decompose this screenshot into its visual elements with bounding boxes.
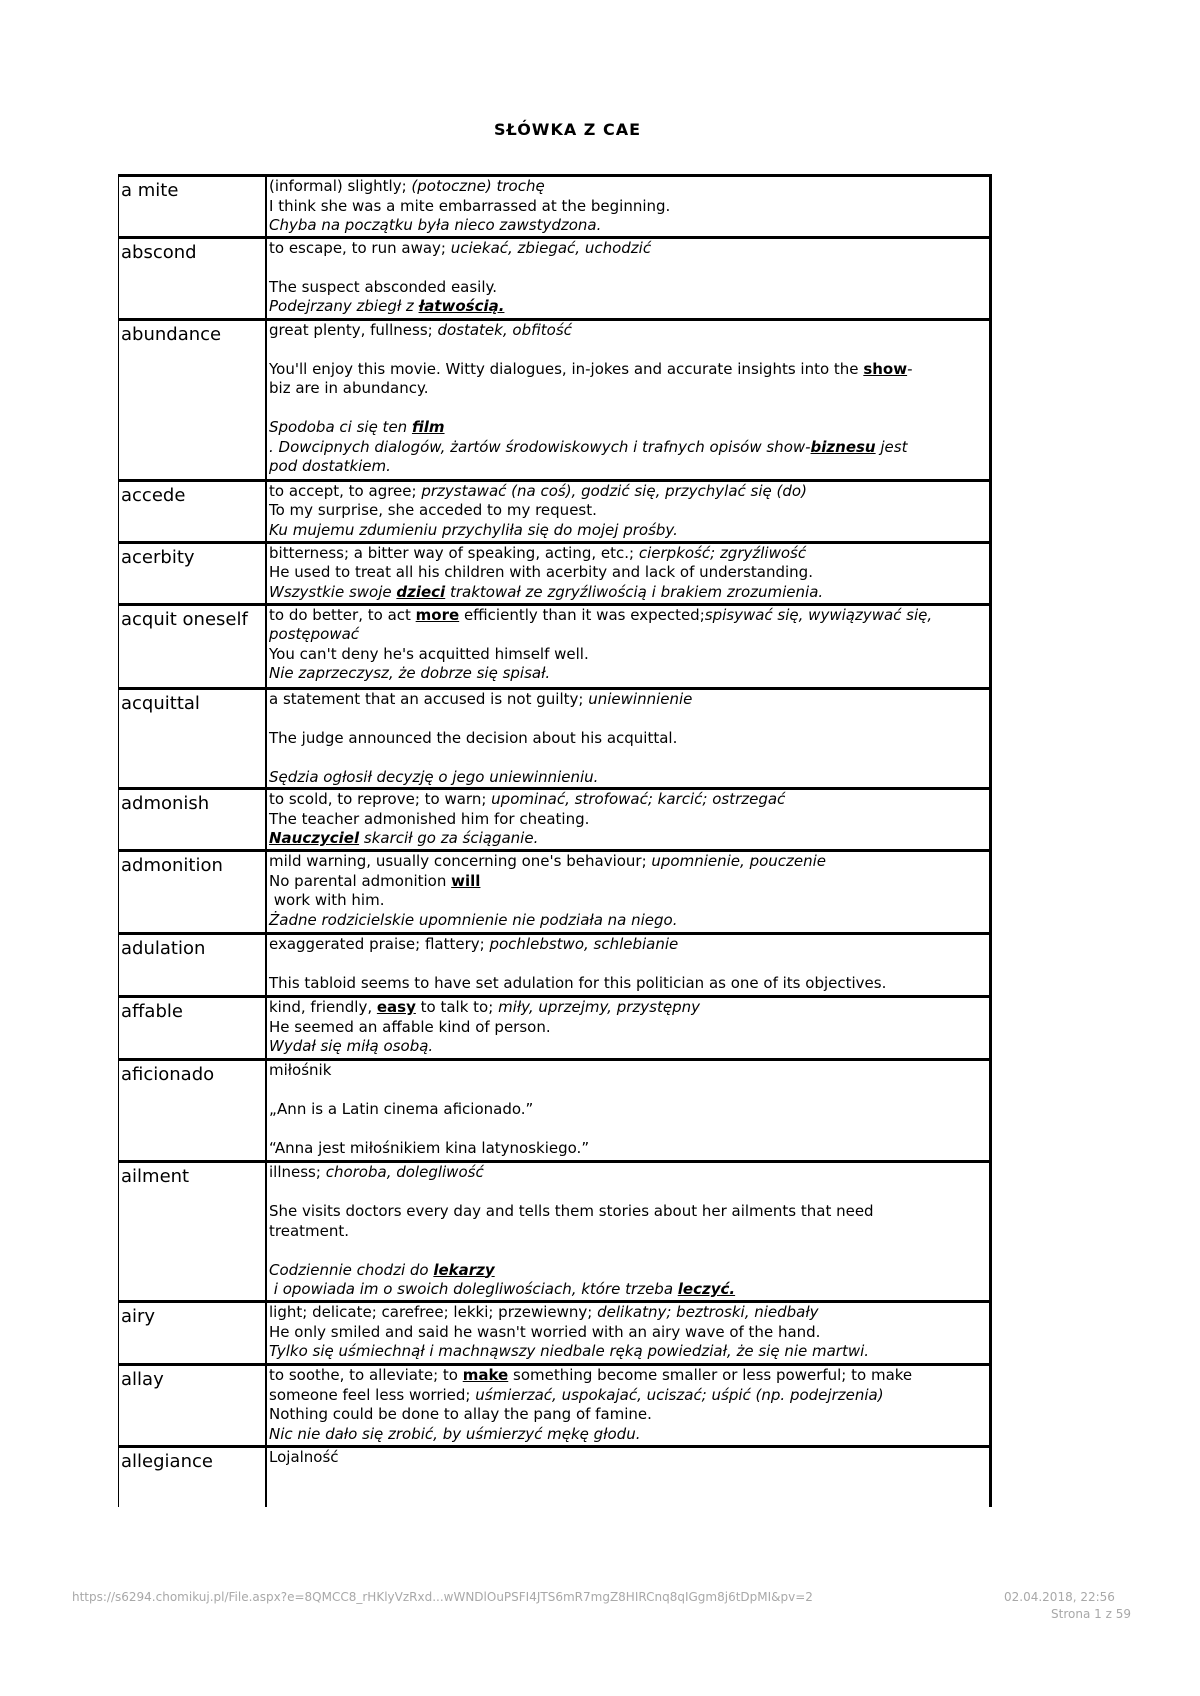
blank-line <box>269 340 985 360</box>
polish-translation: dostatek, obfitość <box>437 320 572 339</box>
example-polish <box>269 418 985 438</box>
table-row <box>119 1365 991 1447</box>
definition-text: to accept, to agree; <box>269 481 422 500</box>
definition-cell <box>266 176 991 238</box>
definition-text: bitterness; a bitter way of speaking, acting, etc.; <box>269 543 639 562</box>
keyword-link[interactable]: dzieci <box>396 582 446 601</box>
definition-text: to talk to; <box>415 998 499 1016</box>
blank-line <box>269 258 985 278</box>
table-row <box>119 1447 991 1507</box>
definition-line <box>269 1366 985 1386</box>
example-english: He used to treat all his children with acerbity and lack of understanding. <box>269 563 813 581</box>
example-polish: Ku mujemu zdumieniu przychyliła się do mojej prośby. <box>269 520 678 539</box>
keyword-link[interactable]: will <box>451 871 481 890</box>
example-english: To my surprise, she acceded to my request. <box>269 501 597 519</box>
definition-cell <box>266 1365 991 1447</box>
keyword-link[interactable]: biznesu <box>810 437 876 456</box>
definition-cell <box>266 851 991 934</box>
definition-line <box>269 790 985 810</box>
example-english: The teacher admonished him for cheating. <box>269 809 590 828</box>
definition-cell <box>266 237 991 319</box>
term-cell: abscond <box>119 237 267 319</box>
example-polish-text: Codziennie chodzi do <box>269 1260 434 1279</box>
keyword-link[interactable]: more <box>415 605 460 624</box>
definition-line <box>269 482 985 502</box>
polish-translation: pochlebstwo, schlebianie <box>489 935 679 953</box>
definition-cell <box>266 997 991 1060</box>
footer-page-number: Strona 1 z 59 <box>1051 1607 1131 1621</box>
polish-translation: uśmierzać, uspokajać, uciszać; uśpić (np. podejrzenia) <box>475 1385 884 1404</box>
definition-cell <box>266 1162 991 1302</box>
definition-line: Lojalność <box>269 1448 339 1466</box>
definition-text: great plenty, fullness; <box>269 320 438 339</box>
definition-text: to scold, to reprove; to warn; <box>269 790 492 808</box>
example-english-continued: biz are in abundancy. <box>269 379 429 397</box>
term-cell: admonish <box>119 789 267 851</box>
polish-translation: upomnienie, pouczenie <box>651 852 827 870</box>
example-polish: Tylko się uśmiechnął i machnąwszy niedbale ręką powiedział, że się nie martwi. <box>269 1342 870 1360</box>
example-polish-text: Podejrzany zbiegł z <box>269 297 419 315</box>
term-cell: affable <box>119 997 267 1060</box>
definition-line <box>269 1163 985 1183</box>
polish-translation: miły, uprzejmy, przystępny <box>498 998 700 1016</box>
example-polish <box>269 583 985 603</box>
definition-line <box>269 606 985 626</box>
definition-line <box>269 690 985 710</box>
term-cell: allegiance <box>119 1447 267 1507</box>
definition-line <box>269 998 985 1018</box>
hyphen: - <box>907 359 913 378</box>
definition-text: someone feel less worried; <box>269 1385 476 1404</box>
definition-line <box>269 177 985 197</box>
example-polish: Żadne rodzicielskie upomnienie nie podziała na niego. <box>269 910 678 929</box>
polish-translation: (potoczne) trochę <box>411 177 545 195</box>
definition-line <box>269 239 985 259</box>
blank-line <box>269 955 985 975</box>
example-english-continued: treatment. <box>269 1221 350 1240</box>
definition-line <box>269 935 985 955</box>
definition-text: illness; <box>269 1163 326 1181</box>
definition-text: efficiently than it was expected; <box>459 605 705 624</box>
table-row <box>119 176 991 238</box>
table-row <box>119 319 991 480</box>
example-english: She visits doctors every day and tells them stories about her ailments that need <box>269 1202 874 1220</box>
footer-datetime: 02.04.2018, 22:56 <box>1004 1590 1115 1604</box>
example-english: Nothing could be done to allay the pang of famine. <box>269 1405 652 1423</box>
definition-text: to soothe, to alleviate; to <box>269 1366 463 1384</box>
polish-translation: przystawać (na coś), godzić się, przychylać się (do) <box>421 481 807 500</box>
table-row <box>119 1162 991 1302</box>
example-polish-text: Wszystkie swoje <box>269 582 397 601</box>
definition-cell <box>266 480 991 542</box>
example-english <box>269 872 985 892</box>
definition-line <box>269 852 985 872</box>
example-polish-continued <box>269 1280 985 1300</box>
example-english <box>269 360 985 380</box>
definition-text: something become smaller or less powerful; to make <box>508 1366 913 1384</box>
example-english-continued: work with him. <box>269 891 385 909</box>
table-row <box>119 237 991 319</box>
definition-line <box>269 1303 985 1323</box>
polish-translation: upominać, strofować; karcić; ostrzegać <box>491 790 786 808</box>
keyword-link[interactable]: lekarzy <box>433 1260 495 1279</box>
definition-line <box>269 544 985 564</box>
definition-line <box>269 321 985 341</box>
example-polish-text: skarcił go za ściąganie. <box>359 829 539 847</box>
document-title: SŁÓWKA Z CAE <box>493 120 642 139</box>
definition-cell <box>266 1060 991 1162</box>
definition-cell <box>266 604 991 688</box>
blank-line <box>269 1120 985 1140</box>
example-english: „Ann is a Latin cinema aficionado.” <box>269 1100 534 1118</box>
example-polish-text: Spodoba ci się ten <box>269 418 412 436</box>
table-row <box>119 851 991 934</box>
example-polish: Nie zaprzeczysz, że dobrze się spisał. <box>269 664 551 682</box>
example-english: The judge announced the decision about his acquittal. <box>269 728 678 747</box>
example-polish: “Anna jest miłośnikiem kina latynoskiego.” <box>269 1139 590 1157</box>
table-row <box>119 1302 991 1365</box>
example-polish: Nic nie dało się zrobić, by uśmierzyć mękę głodu. <box>269 1424 641 1443</box>
polish-translation: cierpkość; zgryźliwość <box>638 543 807 562</box>
polish-translation-continued: postępować <box>269 625 360 643</box>
example-polish: Sędzia ogłosił decyzję o jego uniewinnieniu. <box>269 767 599 786</box>
footer-url: https://s6294.chomikuj.pl/File.aspx?e=8QMCC8_rHKlyVzRxd...wWNDlOuPSFI4JTS6mR7mgZ8HIRCnq8qIGgm8j6tDpMI&pv=2 <box>72 1590 813 1604</box>
term-cell: airy <box>119 1302 267 1365</box>
term-cell: acquittal <box>119 688 267 789</box>
definition-cell <box>266 1447 991 1507</box>
keyword-link[interactable]: film <box>411 418 445 436</box>
term-cell: acerbity <box>119 542 267 604</box>
table-row <box>119 688 991 789</box>
term-cell: ailment <box>119 1162 267 1302</box>
definition-text: kind, friendly, <box>269 998 377 1016</box>
definition-cell <box>266 319 991 480</box>
term-cell: abundance <box>119 319 267 480</box>
example-polish-continued <box>269 438 985 458</box>
example-polish <box>269 297 985 317</box>
example-english: He only smiled and said he wasn't worried with an airy wave of the hand. <box>269 1322 821 1341</box>
term-cell: admonition <box>119 851 267 934</box>
keyword-link[interactable]: Nauczyciel <box>269 829 360 847</box>
table-row <box>119 542 991 604</box>
table-row <box>119 997 991 1060</box>
keyword-link[interactable]: easy <box>376 998 416 1016</box>
blank-line <box>269 1241 985 1261</box>
definition-cell <box>266 542 991 604</box>
blank-line <box>269 399 985 419</box>
vocabulary-table <box>118 174 992 1507</box>
blank-line <box>269 748 985 768</box>
definition-line-continued <box>269 1386 985 1406</box>
term-cell: acquit oneself <box>119 604 267 688</box>
example-english-text: You'll enjoy this movie. Witty dialogues, in-jokes and accurate insights into the <box>269 359 864 378</box>
term-cell: allay <box>119 1365 267 1447</box>
polish-translation: spisywać się, wywiązywać się, <box>704 605 933 624</box>
keyword-link[interactable]: make <box>462 1366 509 1384</box>
term-cell: adulation <box>119 934 267 997</box>
table-row <box>119 1060 991 1162</box>
example-polish-text: i opowiada im o swoich dolegliwościach, które trzeba <box>269 1280 678 1298</box>
definition-cell <box>266 688 991 789</box>
example-polish <box>269 829 985 849</box>
example-polish <box>269 1261 985 1281</box>
definition-cell <box>266 789 991 851</box>
example-english: The suspect absconded easily. <box>269 277 498 296</box>
table-row <box>119 480 991 542</box>
definition-text: mild warning, usually concerning one's behaviour; <box>269 852 652 870</box>
term-cell: accede <box>119 480 267 542</box>
example-polish-text: traktował ze zgryźliwością i brakiem zrozumienia. <box>445 582 824 601</box>
definition-text: light; delicate; carefree; lekki; przewiewny; <box>269 1303 598 1321</box>
example-english: This tabloid seems to have set adulation for this politician as one of its objectives. <box>269 974 887 992</box>
blank-line <box>269 1081 985 1101</box>
definition-text: to do better, to act <box>269 605 416 624</box>
definition-cell <box>266 934 991 997</box>
definition-text: to escape, to run away; <box>269 238 451 257</box>
polish-translation: delikatny; beztroski, niedbały <box>597 1303 819 1321</box>
example-polish: Chyba na początku była nieco zawstydzona. <box>269 216 602 234</box>
keyword-link[interactable]: leczyć. <box>677 1280 736 1298</box>
term-cell: aficionado <box>119 1060 267 1162</box>
table-row <box>119 604 991 688</box>
table-row <box>119 789 991 851</box>
definition-cell <box>266 1302 991 1365</box>
keyword-link[interactable]: show <box>863 359 908 378</box>
definition-line: miłośnik <box>269 1061 332 1079</box>
example-english: He seemed an affable kind of person. <box>269 1017 551 1036</box>
example-polish-text: . Dowcipnych dialogów, żartów środowiskowych i trafnych opisów show- <box>269 437 811 456</box>
definition-text: a statement that an accused is not guilty; <box>269 689 589 708</box>
polish-translation: choroba, dolegliwość <box>325 1163 484 1181</box>
table-row <box>119 934 991 997</box>
example-polish-text: jest <box>875 437 908 456</box>
definition-text: exaggerated praise; flattery; <box>269 935 490 953</box>
polish-translation: uciekać, zbiegać, uchodzić <box>450 238 652 257</box>
example-english-text: No parental admonition <box>269 871 452 890</box>
blank-line <box>269 709 985 729</box>
term-cell: a mite <box>119 176 267 238</box>
keyword-link[interactable]: łatwością. <box>418 297 505 315</box>
example-english: You can't deny he's acquitted himself well. <box>269 644 589 663</box>
polish-translation: uniewinnienie <box>588 689 693 708</box>
example-polish-continued: pod dostatkiem. <box>269 457 391 475</box>
example-english: I think she was a mite embarrassed at the beginning. <box>269 196 671 215</box>
blank-line <box>269 1183 985 1203</box>
example-polish: Wydał się miłą osobą. <box>269 1037 434 1055</box>
definition-text: (informal) slightly; <box>269 177 412 195</box>
